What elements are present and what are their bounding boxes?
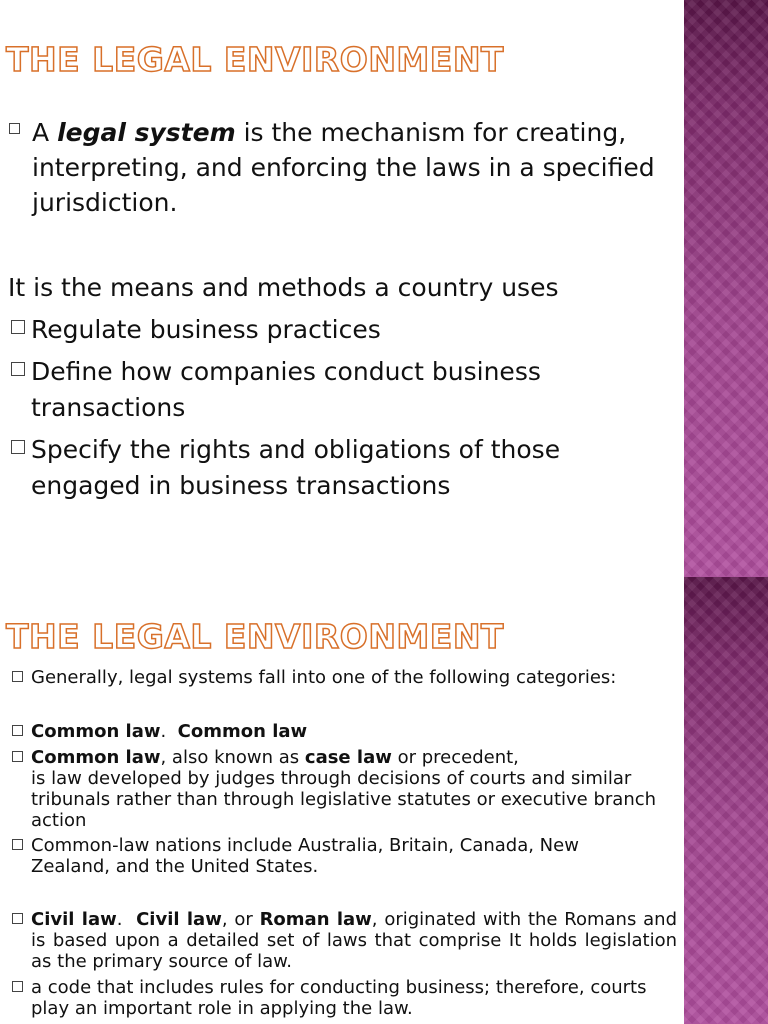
legal-system-bullet: A legal system is the mechanism for creating, interpreting, and enforcing the laws in a specified jurisdiction. [32, 115, 712, 220]
decorative-side-band [684, 0, 768, 577]
list-item: Common law, also known as case law or precedent, is law developed by judges through decisions of courts and similar tribunals rather than through legislative statutes or executive branch action [31, 747, 691, 831]
legal-system-term: legal system [57, 118, 236, 147]
bullet-square-icon [12, 913, 23, 924]
means-intro: It is the means and methods a country uses [8, 273, 559, 302]
decorative-side-band [684, 577, 768, 1024]
list-item: Common-law nations include Australia, Britain, Canada, New Zealand, and the United States. [31, 835, 661, 877]
bullet-square-icon [11, 362, 25, 376]
list-item: Define how companies conduct business transactions [31, 354, 671, 426]
bullet-square-icon [12, 671, 23, 682]
bullet-square-icon [12, 981, 23, 992]
slide-title: THE LEGAL ENVIRONMENT [6, 617, 504, 656]
bullet-square-icon [9, 123, 20, 134]
list-item: Regulate business practices [31, 312, 671, 348]
bullet-square-icon [12, 725, 23, 736]
slide-title: THE LEGAL ENVIRONMENT [6, 40, 504, 79]
list-item: Specify the rights and obligations of those engaged in business transactions [31, 432, 671, 504]
list-item: Civil law. Civil law, or Roman law, originated with the Romans and is based upon a detailed set of laws that comprise It holds legislation as the primary source of law. [31, 909, 677, 972]
bullet-square-icon [12, 751, 23, 762]
slide-2 [0, 577, 768, 1024]
bullet-square-icon [11, 320, 25, 334]
list-item: a code that includes rules for conducting business; therefore, courts play an important role in applying the law. [31, 977, 661, 1019]
bullet-square-icon [12, 839, 23, 850]
categories-intro: Generally, legal systems fall into one of the following categories: [31, 667, 691, 688]
list-item: Common law. Common law [31, 721, 691, 742]
bullet-square-icon [11, 440, 25, 454]
